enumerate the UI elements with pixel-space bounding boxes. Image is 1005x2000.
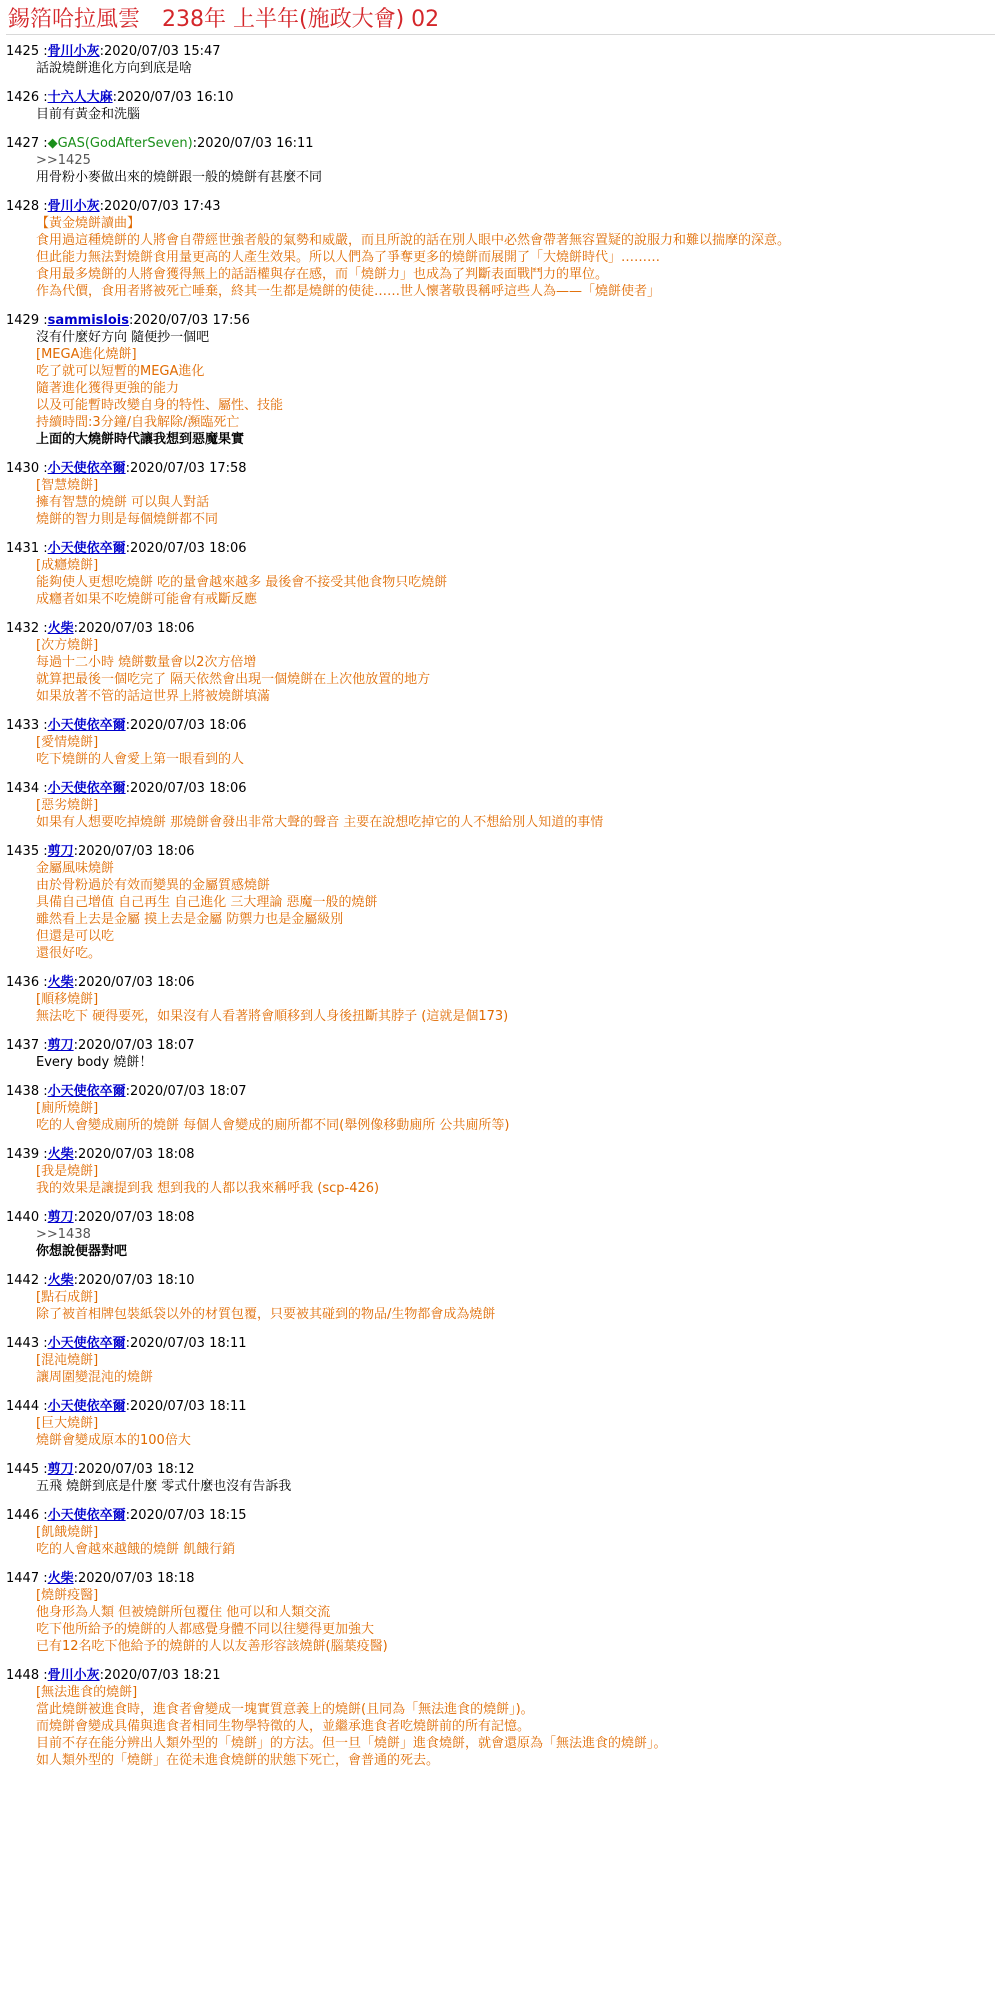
post-number: 1443 : <box>6 1336 48 1351</box>
post <box>6 312 995 448</box>
post-timestamp: :2020/07/03 18:10 <box>73 1273 195 1288</box>
post-line: 用骨粉小麥做出來的燒餅跟一般的燒餅有甚麼不同 <box>36 170 323 185</box>
post-timestamp: :2020/07/03 18:06 <box>73 844 195 859</box>
post-line: 食用最多燒餅的人將會獲得無上的話語權與存在感，而「燒餅力」也成為了判斷表面戰鬥力的單位。 <box>36 267 609 282</box>
post-author-link[interactable]: 火柴 <box>47 975 74 990</box>
post-author-link[interactable]: 剪刀 <box>47 1210 74 1225</box>
post-header <box>6 312 995 329</box>
post-body <box>6 152 995 186</box>
post-number: 1431 : <box>6 541 48 556</box>
post-line: 他身形為人類 但被燒餅所包覆住 他可以和人類交流 <box>36 1605 331 1620</box>
post-body <box>6 1684 995 1769</box>
post-header <box>6 1335 995 1352</box>
post-author-link[interactable]: 小天使依卒爾 <box>47 1084 126 1099</box>
reply-quote: >>1438 <box>36 1227 91 1242</box>
post-timestamp: :2020/07/03 17:56 <box>129 313 250 328</box>
post-line: [無法進食的燒餅] <box>36 1685 138 1700</box>
post <box>6 1037 995 1071</box>
post <box>6 198 995 300</box>
post-author-link[interactable]: 小天使依卒爾 <box>47 1399 126 1414</box>
post-header <box>6 1667 995 1684</box>
post-author-link[interactable]: 小天使依卒爾 <box>47 781 126 796</box>
post-line: [混沌燒餅] <box>36 1353 99 1368</box>
post-author-link[interactable]: 小天使依卒爾 <box>47 718 126 733</box>
post-body <box>6 1163 995 1197</box>
post-body <box>6 215 995 300</box>
post-header <box>6 135 995 152</box>
post-author-link[interactable]: 火柴 <box>47 1147 74 1162</box>
post-line: 如果有人想要吃掉燒餅 那燒餅會發出非常大聲的聲音 主要在說想吃掉它的人不想給別人知道的事情 <box>36 815 604 830</box>
post-number: 1440 : <box>6 1210 48 1225</box>
post-timestamp: :2020/07/03 18:06 <box>73 621 195 636</box>
post-author-link[interactable]: 剪刀 <box>47 1038 74 1053</box>
post-author-link[interactable]: 小天使依卒爾 <box>47 461 126 476</box>
post <box>6 1146 995 1197</box>
post-header <box>6 1570 995 1587</box>
post-number: 1432 : <box>6 621 48 636</box>
post-body <box>6 1478 995 1495</box>
post-line: 由於骨粉過於有效而變異的金屬質感燒餅 <box>36 878 271 893</box>
post-line: 持續時間:3分鐘/自我解除/瀕臨死亡 <box>36 415 240 430</box>
post-timestamp: :2020/07/03 18:11 <box>125 1399 247 1414</box>
post-author-link[interactable]: sammislois <box>47 313 129 328</box>
post-number: 1427 : <box>6 136 48 151</box>
post-author-link[interactable]: 小天使依卒爾 <box>47 541 126 556</box>
post-author-link[interactable]: 剪刀 <box>47 844 74 859</box>
post-author-link[interactable]: 小天使依卒爾 <box>47 1336 126 1351</box>
post-body <box>6 1100 995 1134</box>
post-line: 隨著進化獲得更強的能力 <box>36 381 180 396</box>
post-timestamp: :2020/07/03 18:06 <box>73 975 195 990</box>
post-line: [我是燒餅] <box>36 1164 99 1179</box>
post-timestamp: :2020/07/03 18:07 <box>73 1038 195 1053</box>
post-body <box>6 1289 995 1323</box>
post-line: 如果放著不管的話這世界上將被燒餅填滿 <box>36 689 271 704</box>
post-timestamp: :2020/07/03 16:10 <box>112 90 234 105</box>
post-number: 1428 : <box>6 199 48 214</box>
post-timestamp: :2020/07/03 18:06 <box>125 541 247 556</box>
post-number: 1436 : <box>6 975 48 990</box>
post-body <box>6 734 995 768</box>
post-number: 1437 : <box>6 1038 48 1053</box>
post <box>6 717 995 768</box>
post-line: [次方燒餅] <box>36 638 99 653</box>
post-author-link[interactable]: 骨川小灰 <box>47 44 100 59</box>
post-line: 無法吃下 硬得要死，如果沒有人看著將會順移到人身後扭斷其脖子 (這就是個173) <box>36 1009 509 1024</box>
post-body <box>6 1226 995 1260</box>
post-body <box>6 1415 995 1449</box>
post-list <box>6 43 995 1769</box>
post-number: 1433 : <box>6 718 48 733</box>
post-header <box>6 843 995 860</box>
post-line: Every body 燒餅！ <box>36 1055 153 1070</box>
post-line: 【黃金燒餅讀曲】 <box>36 216 141 231</box>
post <box>6 1335 995 1386</box>
post-line: 你想說便器對吧 <box>36 1244 128 1259</box>
post-line: 吃了就可以短暫的MEGA進化 <box>36 364 205 379</box>
post-timestamp: :2020/07/03 15:47 <box>99 44 221 59</box>
post-timestamp: :2020/07/03 18:06 <box>125 781 247 796</box>
post-line: 擁有智慧的燒餅 可以與人對話 <box>36 495 210 510</box>
post-header <box>6 1146 995 1163</box>
post <box>6 135 995 186</box>
post-line: 吃下燒餅的人會愛上第一眼看到的人 <box>36 752 245 767</box>
post-body <box>6 1352 995 1386</box>
post-line: 吃的人會越來越餓的燒餅 飢餓行銷 <box>36 1542 236 1557</box>
post-author-link[interactable]: 火柴 <box>47 621 74 636</box>
post-body <box>6 860 995 962</box>
post-author-link[interactable]: 骨川小灰 <box>47 1668 100 1683</box>
reply-quote: >>1425 <box>36 153 91 168</box>
post-header <box>6 1272 995 1289</box>
post-line: 以及可能暫時改變自身的特性、屬性、技能 <box>36 398 284 413</box>
post-line: 具備自己增值 自己再生 自己進化 三大理論 惡魔一般的燒餅 <box>36 895 378 910</box>
post <box>6 43 995 77</box>
post-line: 話說燒餅進化方向到底是啥 <box>36 61 193 76</box>
post <box>6 1398 995 1449</box>
post <box>6 460 995 528</box>
post-number: 1448 : <box>6 1668 48 1683</box>
post-author-link[interactable]: 小天使依卒爾 <box>47 1508 126 1523</box>
post-timestamp: :2020/07/03 18:06 <box>125 718 247 733</box>
post-line: [愛情燒餅] <box>36 735 99 750</box>
post <box>6 974 995 1025</box>
post-line: 食用過這種燒餅的人將會自帶經世強者般的氣勢和威嚴，而且所說的話在別人眼中必然會帶著無容置疑的說服力和難以揣摩的深意。 <box>36 233 791 248</box>
post-line: 五飛 燒餅到底是什麼 零式什麼也沒有告訴我 <box>36 1479 292 1494</box>
post-body <box>6 1587 995 1655</box>
post <box>6 620 995 705</box>
post <box>6 1507 995 1558</box>
post-number: 1429 : <box>6 313 48 328</box>
post-author-link[interactable]: 火柴 <box>47 1273 74 1288</box>
post-header <box>6 717 995 734</box>
post-line: [飢餓燒餅] <box>36 1525 99 1540</box>
post <box>6 843 995 962</box>
post-header <box>6 43 995 60</box>
post-header <box>6 780 995 797</box>
post-line: 金屬風味燒餅 <box>36 861 115 876</box>
post-line: 如人類外型的「燒餅」在從未進食燒餅的狀態下死亡，會普通的死去。 <box>36 1753 440 1768</box>
post <box>6 1461 995 1495</box>
post-header <box>6 1461 995 1478</box>
post-number: 1445 : <box>6 1462 48 1477</box>
post-body <box>6 637 995 705</box>
post-line: [順移燒餅] <box>36 992 99 1007</box>
post-timestamp: :2020/07/03 18:08 <box>73 1210 195 1225</box>
post-line: 雖然看上去是金屬 摸上去是金屬 防禦力也是金屬級別 <box>36 912 344 927</box>
post-number: 1442 : <box>6 1273 48 1288</box>
post-header <box>6 974 995 991</box>
post-line: 燒餅的智力則是每個燒餅都不同 <box>36 512 219 527</box>
post-line: [廁所燒餅] <box>36 1101 99 1116</box>
post-line: 當此燒餅被進食時，進食者會變成一塊實質意義上的燒餅(且同為「無法進食的燒餅」)。 <box>36 1702 534 1717</box>
post-timestamp: :2020/07/03 18:18 <box>73 1571 195 1586</box>
post-line: 而燒餅會變成具備與進食者相同生物學特徵的人，並繼承進食者吃燒餅前的所有記憶。 <box>36 1719 531 1734</box>
post <box>6 540 995 608</box>
post <box>6 1570 995 1655</box>
post-number: 1446 : <box>6 1508 48 1523</box>
post-body <box>6 60 995 77</box>
post-line: [智慧燒餅] <box>36 478 99 493</box>
post-line: 沒有什麼好方向 隨便抄一個吧 <box>36 330 210 345</box>
post-body <box>6 557 995 608</box>
post-line: 我的效果是讓提到我 想到我的人都以我來稱呼我 (scp-426) <box>36 1181 380 1196</box>
post-line: [惡劣燒餅] <box>36 798 99 813</box>
post-line: 目前有黃金和洗腦 <box>36 107 141 122</box>
post-body <box>6 106 995 123</box>
post-header <box>6 1083 995 1100</box>
post-line: 能夠使人更想吃燒餅 吃的量會越來越多 最後會不接受其他食物只吃燒餅 <box>36 575 448 590</box>
post-line: 目前不存在能分辨出人類外型的「燒餅」的方法。但一旦「燒餅」進食燒餅，就會還原為「無法進食的燒餅」。 <box>36 1736 667 1751</box>
post-line: 吃的人會變成廁所的燒餅 每個人會變成的廁所都不同(舉例像移動廁所 公共廁所等) <box>36 1118 510 1133</box>
post-line: 讓周圍變混沌的燒餅 <box>36 1370 154 1385</box>
post <box>6 780 995 831</box>
post-line: [點石成餅] <box>36 1290 99 1305</box>
post-line: [燒餅疫醫] <box>36 1588 99 1603</box>
post <box>6 1272 995 1323</box>
post-number: 1430 : <box>6 461 48 476</box>
post-number: 1439 : <box>6 1147 48 1162</box>
post-timestamp: :2020/07/03 17:43 <box>99 199 221 214</box>
post-header <box>6 89 995 106</box>
post-line: 還很好吃。 <box>36 946 102 961</box>
post-line: [巨大燒餅] <box>36 1416 99 1431</box>
post-body <box>6 329 995 448</box>
post-body <box>6 797 995 831</box>
post-author-link[interactable]: 剪刀 <box>47 1462 74 1477</box>
post-body <box>6 991 995 1025</box>
post-line: 已有12名吃下他給予的燒餅的人以友善形容該燒餅(腦葉疫醫) <box>36 1639 388 1654</box>
post-number: 1425 : <box>6 44 48 59</box>
post-body <box>6 477 995 528</box>
post-line: 但還是可以吃 <box>36 929 115 944</box>
post-header <box>6 620 995 637</box>
post-timestamp: :2020/07/03 18:07 <box>125 1084 247 1099</box>
post-body <box>6 1524 995 1558</box>
post <box>6 1209 995 1260</box>
post-header <box>6 1398 995 1415</box>
page-title: 錫箔哈拉風雲 238年 上半年(施政大會) 02 <box>6 6 995 35</box>
post-timestamp: :2020/07/03 18:11 <box>125 1336 247 1351</box>
post-number: 1434 : <box>6 781 48 796</box>
post-line: 上面的大燒餅時代讓我想到惡魔果實 <box>36 432 245 447</box>
post-header <box>6 460 995 477</box>
post-header <box>6 1507 995 1524</box>
post-author-link[interactable]: 骨川小灰 <box>47 199 100 214</box>
post-number: 1426 : <box>6 90 48 105</box>
post <box>6 1083 995 1134</box>
post-body <box>6 1054 995 1071</box>
post <box>6 89 995 123</box>
post-line: 就算把最後一個吃完了 隔天依然會出現一個燒餅在上次他放置的地方 <box>36 672 431 687</box>
post-timestamp: :2020/07/03 16:11 <box>192 136 314 151</box>
post-author-link[interactable]: 火柴 <box>47 1571 74 1586</box>
post-line: 除了被首相牌包裝紙袋以外的材質包覆，只要被其碰到的物品/生物都會成為燒餅 <box>36 1307 496 1322</box>
post-author-link[interactable]: 十六人大麻 <box>47 90 113 105</box>
post-line: 燒餅會變成原本的100倍大 <box>36 1433 191 1448</box>
post-timestamp: :2020/07/03 18:12 <box>73 1462 195 1477</box>
post-header <box>6 1037 995 1054</box>
post-line: 但此能力無法對燒餅食用量更高的人產生效果。所以人們為了爭奪更多的燒餅而展開了「大燒餅時代」……… <box>36 250 661 265</box>
post-header <box>6 198 995 215</box>
post-number: 1435 : <box>6 844 48 859</box>
post-line: 吃下他所給予的燒餅的人都感覺身體不同以往變得更加強大 <box>36 1622 375 1637</box>
post-author-link[interactable]: ◆GAS(GodAfterSeven) <box>47 136 193 151</box>
post-header <box>6 1209 995 1226</box>
post-number: 1447 : <box>6 1571 48 1586</box>
post <box>6 1667 995 1769</box>
post-line: 成癮者如果不吃燒餅可能會有戒斷反應 <box>36 592 258 607</box>
post-number: 1444 : <box>6 1399 48 1414</box>
post-line: [成癮燒餅] <box>36 558 99 573</box>
post-line: 作為代價，食用者將被死亡唾棄，終其一生都是燒餅的使徒……世人懷著敬畏稱呼這些人為——「燒餅使者」 <box>36 284 661 299</box>
post-line: [MEGA進化燒餅] <box>36 347 137 362</box>
post-line: 每過十二小時 燒餅數量會以2次方倍增 <box>36 655 257 670</box>
post-header <box>6 540 995 557</box>
post-timestamp: :2020/07/03 18:15 <box>125 1508 247 1523</box>
post-timestamp: :2020/07/03 18:21 <box>99 1668 221 1683</box>
post-timestamp: :2020/07/03 17:58 <box>125 461 247 476</box>
post-timestamp: :2020/07/03 18:08 <box>73 1147 195 1162</box>
post-number: 1438 : <box>6 1084 48 1099</box>
